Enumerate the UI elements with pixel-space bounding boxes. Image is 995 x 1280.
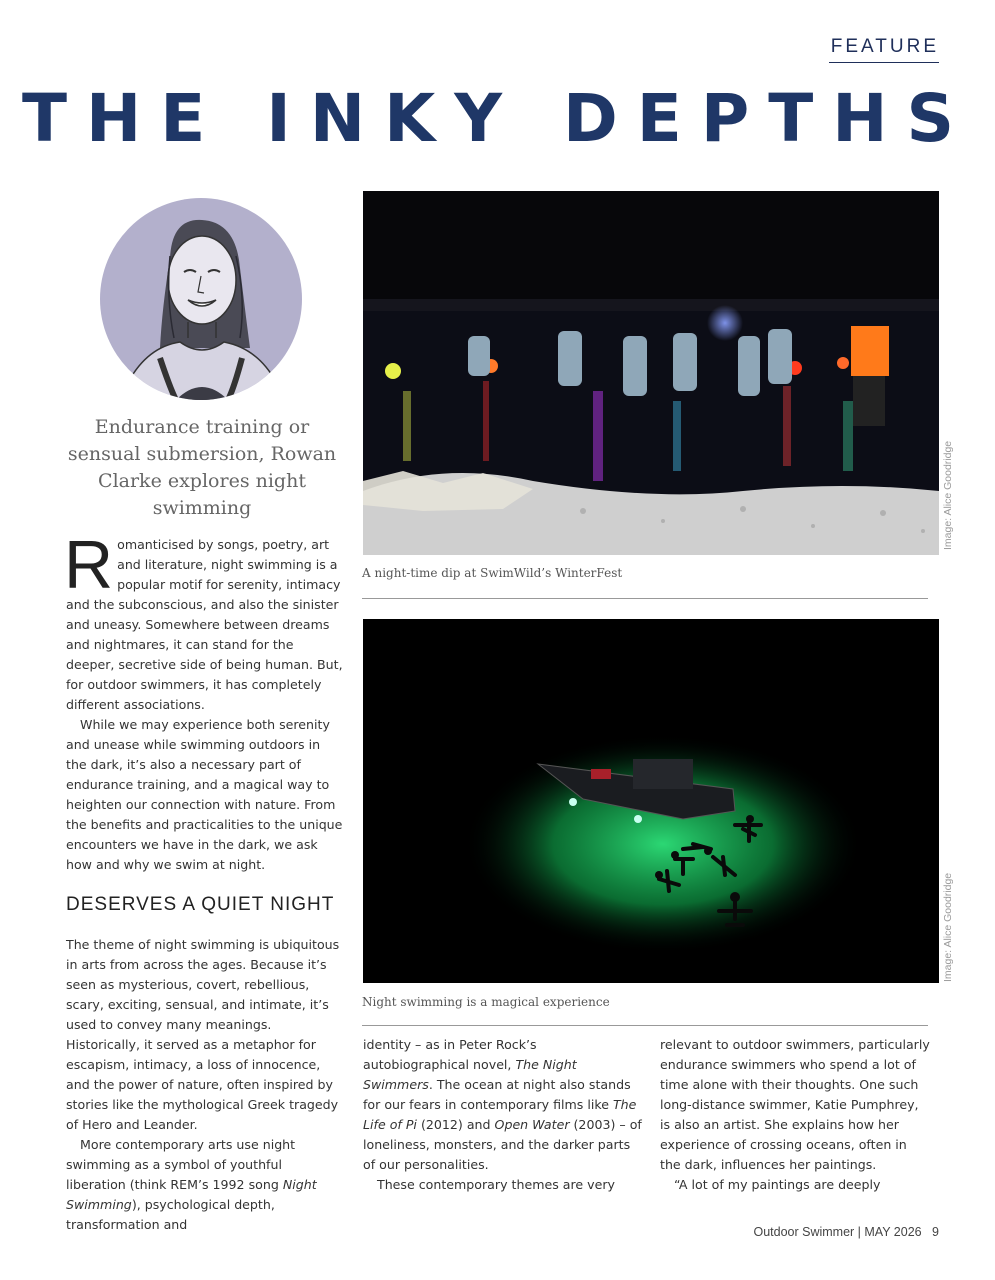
body-column-1: [66, 935, 344, 1235]
body-paragraph-5: relevant to outdoor swimmers, particularly endurance swimmers who spend a lot of time alone with their thoughts. One such long-distance swimmer, Katie Pumphrey, is also an artist. She explains how her experience of crossing oceans, often in the dark, influences her paintings.: [660, 1037, 930, 1172]
film-title-2: Open Water: [494, 1117, 570, 1132]
body-paragraph-2-text: More contemporary arts use night swimming as a symbol of youthful liberation (think REM’s 1992 song: [66, 1137, 296, 1192]
standfirst: Endurance training or sensual submersion, Rowan Clarke explores night swimming: [67, 416, 337, 519]
body-paragraph-3-text-d: (2003) – of loneliness, monsters, and the darker parts of our personalities.: [363, 1117, 642, 1172]
film-title-1: The Life of Pi: [363, 1097, 637, 1132]
caption-1: A night-time dip at SwimWild’s WinterFest: [362, 566, 623, 580]
song-title: Night Swimming: [66, 1177, 317, 1212]
photo-credit-1: Image: Alice Goodridge: [942, 440, 954, 550]
section-label: FEATURE: [829, 36, 939, 63]
subheading: DESERVES A QUIET NIGHT: [66, 894, 335, 915]
body-column-2: [363, 1035, 645, 1195]
intro-paragraph-1: omanticised by songs, poetry, art and literature, night swimming is a popular motif for serenity, intimacy and the subconscious, and also the sinister and uneasy. Somewhere between dreams and nightmares, it can stand for the deeper, secretive side of being human. But, for outdoor swimmers, it has completely different associations.: [66, 537, 343, 712]
body-column-3: [660, 1035, 930, 1195]
page-footer: [753, 1225, 939, 1239]
caption-rule-1: [362, 598, 928, 599]
photo-night-dip: [363, 191, 939, 555]
caption-2: Night swimming is a magical experience: [362, 995, 610, 1009]
intro-column: [64, 527, 344, 875]
body-paragraph-3-text-a: identity – as in Peter Rock’s autobiographical novel,: [363, 1037, 537, 1072]
body-paragraph-3: [363, 1035, 645, 1175]
intro-paragraph-2: While we may experience both serenity and unease while swimming outdoors in the dark, it’s also a necessary part of endurance training, and a magical way to heighten our connection with nature. From the benefits and practicalities to the unique encounters we have in the dark, we ask how and why we swim at night.: [66, 717, 343, 872]
headline: THE INKY DEPTHS: [21, 80, 974, 157]
page-number: 9: [932, 1225, 939, 1239]
body-paragraph-1: The theme of night swimming is ubiquitous in arts from across the ages. Because it’s seen as mysterious, covert, rebellious, scary, exciting, sensual, and intimate, it’s used to convey many meanings. Historically, it served as a metaphor for escapism, intimacy, a loss of innocence, and the power of nature, often inspired by stories like the mythological Greek tragedy of Hero and Leander.: [66, 937, 340, 1132]
photo-credit-2: Image: Alice Goodridge: [942, 872, 954, 982]
body-paragraph-3-text-b: . The ocean at night also stands for our fears in contemporary films like: [363, 1077, 631, 1112]
photo-night-boat: [363, 619, 939, 983]
body-paragraph-2: [66, 1135, 344, 1235]
caption-rule-2: [362, 1025, 928, 1026]
novel-title: The Night Swimmers: [363, 1057, 577, 1092]
body-paragraph-6: “A lot of my paintings are deeply: [674, 1177, 881, 1192]
author-portrait: [100, 198, 302, 400]
drop-cap: R: [64, 527, 114, 603]
body-paragraph-4: These contemporary themes are very: [377, 1177, 615, 1192]
body-paragraph-3-text-c: (2012) and: [416, 1117, 495, 1132]
body-paragraph-2-end: ), psychological depth, transformation and: [66, 1197, 275, 1232]
publication-name: Outdoor Swimmer | MAY 2026: [753, 1225, 922, 1239]
